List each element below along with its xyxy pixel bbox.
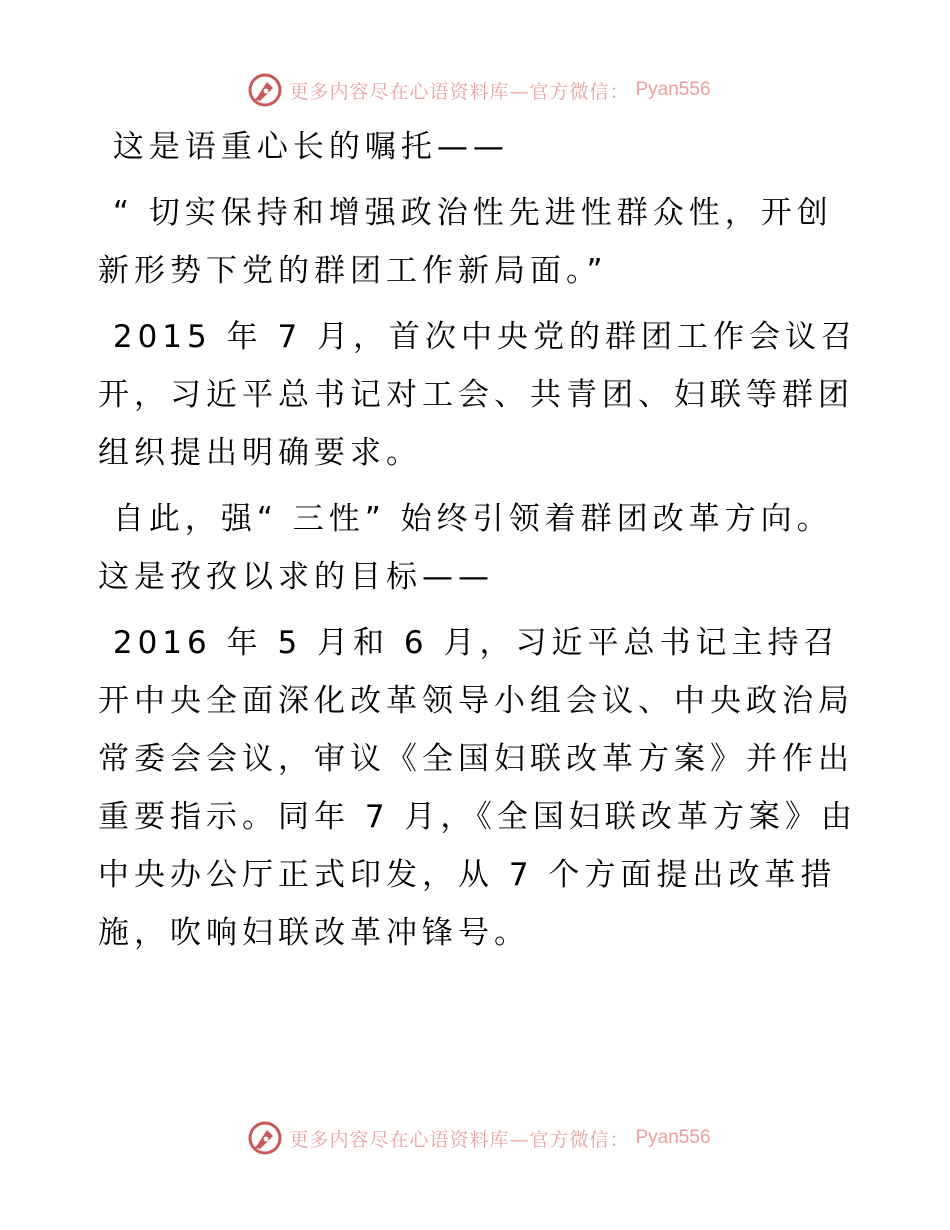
watermark-text: 更多内容尽在心语资料库—官方微信： (289, 80, 630, 103)
paragraph-6: 2016 年 5 月和 6 月，习近平总书记主持召开中央全面深化改革领导小组会议、中央政治局常委会会议，审议《全国妇联改革方案》并作出重要指示。同年 7 月，《全国妇联改革方案》由中央办公厅正式印发，从 7 个方面提出改革措施，吹响妇联改革冲锋号。 (98, 625, 857, 951)
paragraph-4: 自此，强“ 三性” 始终引领着群团改革方向。 (98, 501, 833, 537)
watermark-wechat-id: Pyan556 (635, 1127, 711, 1148)
footer-watermark (0, 1118, 950, 1158)
paragraph-2: “ 切实保持和增强政治性先进性群众性，开创新形势下党的群团工作新局面。” (98, 195, 833, 289)
paragraph-5: 这是孜孜以求的目标—— (98, 559, 494, 595)
watermark-group (247, 1120, 710, 1156)
article-body (98, 118, 858, 962)
pen-nib-logo-icon (247, 72, 283, 108)
paragraph-3: 2015 年 7 月，首次中央党的群团工作会议召开，习近平总书记对工会、共青团、妇联等群团组织提出明确要求。 (98, 319, 858, 471)
watermark-wechat-id: Pyan556 (635, 79, 711, 100)
paragraph-1: 这是语重心长的嘱托—— (98, 129, 509, 165)
header-watermark (0, 70, 950, 110)
watermark-text: 更多内容尽在心语资料库—官方微信： (289, 1128, 630, 1151)
pen-nib-logo-icon (247, 1120, 283, 1156)
watermark-group (247, 72, 710, 108)
